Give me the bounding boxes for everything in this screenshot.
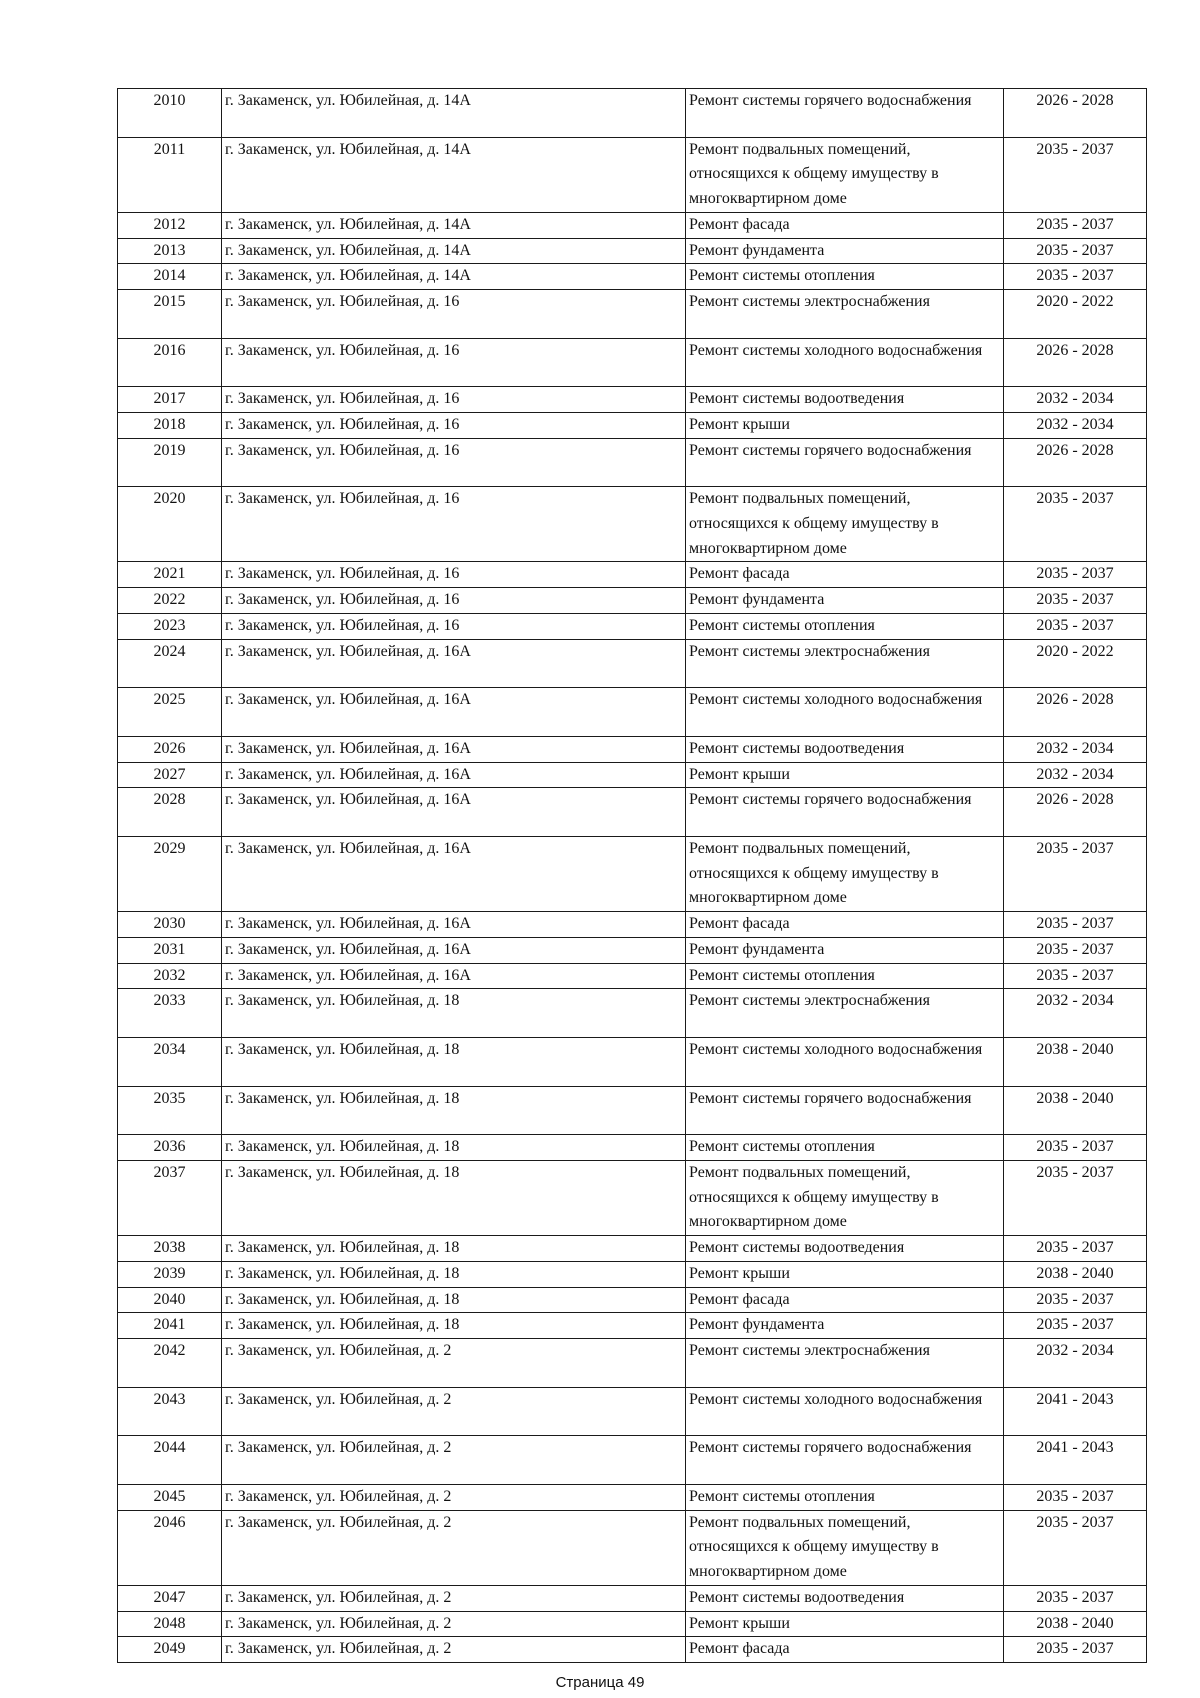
row-period: 2032 - 2034 (1004, 387, 1147, 413)
table-row (118, 338, 1147, 387)
row-period: 2032 - 2034 (1004, 736, 1147, 762)
row-work-type: Ремонт фасада (686, 212, 1004, 238)
table-row (118, 788, 1147, 837)
row-period: 2035 - 2037 (1004, 137, 1147, 212)
row-address: г. Закаменск, ул. Юбилейная, д. 16 (222, 438, 686, 487)
row-number: 2040 (118, 1287, 222, 1313)
row-work-type: Ремонт системы отопления (686, 1485, 1004, 1511)
row-work-type: Ремонт крыши (686, 1611, 1004, 1637)
table-row (118, 438, 1147, 487)
row-work-type: Ремонт фасада (686, 1637, 1004, 1663)
row-address: г. Закаменск, ул. Юбилейная, д. 14А (222, 89, 686, 138)
row-number: 2017 (118, 387, 222, 413)
row-work-type: Ремонт фундамента (686, 238, 1004, 264)
row-period: 2026 - 2028 (1004, 89, 1147, 138)
row-address: г. Закаменск, ул. Юбилейная, д. 2 (222, 1637, 686, 1663)
row-number: 2045 (118, 1485, 222, 1511)
row-address: г. Закаменск, ул. Юбилейная, д. 2 (222, 1510, 686, 1585)
table-row (118, 487, 1147, 562)
row-period: 2032 - 2034 (1004, 762, 1147, 788)
row-number: 2028 (118, 788, 222, 837)
table-row (118, 137, 1147, 212)
table-row (118, 762, 1147, 788)
row-work-type: Ремонт системы водоотведения (686, 1236, 1004, 1262)
row-address: г. Закаменск, ул. Юбилейная, д. 16 (222, 613, 686, 639)
row-address: г. Закаменск, ул. Юбилейная, д. 18 (222, 1086, 686, 1135)
row-period: 2035 - 2037 (1004, 1135, 1147, 1161)
row-number: 2037 (118, 1161, 222, 1236)
row-number: 2026 (118, 736, 222, 762)
row-address: г. Закаменск, ул. Юбилейная, д. 16А (222, 762, 686, 788)
table-row (118, 1485, 1147, 1511)
row-period: 2035 - 2037 (1004, 937, 1147, 963)
row-number: 2016 (118, 338, 222, 387)
row-work-type: Ремонт подвальных помещений, относящихся к общему имуществу в многоквартирном доме (686, 487, 1004, 562)
row-work-type: Ремонт системы отопления (686, 264, 1004, 290)
table-row (118, 1436, 1147, 1485)
repair-schedule-table (117, 88, 1147, 1663)
row-work-type: Ремонт подвальных помещений, относящихся к общему имуществу в многоквартирном доме (686, 1161, 1004, 1236)
row-number: 2015 (118, 289, 222, 338)
row-work-type: Ремонт системы отопления (686, 1135, 1004, 1161)
row-address: г. Закаменск, ул. Юбилейная, д. 2 (222, 1585, 686, 1611)
row-work-type: Ремонт фасада (686, 1287, 1004, 1313)
table-row (118, 912, 1147, 938)
row-work-type: Ремонт подвальных помещений, относящихся к общему имуществу в многоквартирном доме (686, 137, 1004, 212)
row-work-type: Ремонт системы отопления (686, 963, 1004, 989)
row-address: г. Закаменск, ул. Юбилейная, д. 14А (222, 212, 686, 238)
row-period: 2032 - 2034 (1004, 1338, 1147, 1387)
row-work-type: Ремонт системы электроснабжения (686, 989, 1004, 1038)
row-address: г. Закаменск, ул. Юбилейная, д. 18 (222, 1236, 686, 1262)
table-row (118, 639, 1147, 688)
row-work-type: Ремонт системы горячего водоснабжения (686, 788, 1004, 837)
row-work-type: Ремонт подвальных помещений, относящихся к общему имуществу в многоквартирном доме (686, 837, 1004, 912)
row-number: 2034 (118, 1037, 222, 1086)
row-period: 2038 - 2040 (1004, 1611, 1147, 1637)
row-number: 2029 (118, 837, 222, 912)
row-address: г. Закаменск, ул. Юбилейная, д. 16А (222, 736, 686, 762)
table-row (118, 238, 1147, 264)
row-address: г. Закаменск, ул. Юбилейная, д. 2 (222, 1485, 686, 1511)
row-work-type: Ремонт системы холодного водоснабжения (686, 338, 1004, 387)
table-body (118, 89, 1147, 1663)
row-number: 2025 (118, 688, 222, 737)
table-row (118, 289, 1147, 338)
row-address: г. Закаменск, ул. Юбилейная, д. 16А (222, 639, 686, 688)
table-row (118, 1313, 1147, 1339)
row-period: 2035 - 2037 (1004, 1637, 1147, 1663)
row-address: г. Закаменск, ул. Юбилейная, д. 14А (222, 137, 686, 212)
row-work-type: Ремонт системы холодного водоснабжения (686, 1037, 1004, 1086)
row-number: 2010 (118, 89, 222, 138)
table-row (118, 1338, 1147, 1387)
row-work-type: Ремонт подвальных помещений, относящихся к общему имуществу в многоквартирном доме (686, 1510, 1004, 1585)
row-work-type: Ремонт системы водоотведения (686, 736, 1004, 762)
row-number: 2031 (118, 937, 222, 963)
row-work-type: Ремонт фундамента (686, 1313, 1004, 1339)
row-period: 2035 - 2037 (1004, 588, 1147, 614)
table-row (118, 1037, 1147, 1086)
row-address: г. Закаменск, ул. Юбилейная, д. 18 (222, 1135, 686, 1161)
row-number: 2047 (118, 1585, 222, 1611)
row-work-type: Ремонт системы электроснабжения (686, 289, 1004, 338)
row-address: г. Закаменск, ул. Юбилейная, д. 16А (222, 937, 686, 963)
row-work-type: Ремонт системы холодного водоснабжения (686, 1387, 1004, 1436)
row-period: 2035 - 2037 (1004, 1287, 1147, 1313)
row-work-type: Ремонт крыши (686, 412, 1004, 438)
row-number: 2014 (118, 264, 222, 290)
row-number: 2039 (118, 1261, 222, 1287)
row-period: 2020 - 2022 (1004, 639, 1147, 688)
row-work-type: Ремонт крыши (686, 1261, 1004, 1287)
row-period: 2035 - 2037 (1004, 1585, 1147, 1611)
row-number: 2036 (118, 1135, 222, 1161)
row-period: 2035 - 2037 (1004, 1161, 1147, 1236)
row-address: г. Закаменск, ул. Юбилейная, д. 18 (222, 1037, 686, 1086)
row-address: г. Закаменск, ул. Юбилейная, д. 18 (222, 1287, 686, 1313)
table-row (118, 1161, 1147, 1236)
row-period: 2035 - 2037 (1004, 212, 1147, 238)
row-address: г. Закаменск, ул. Юбилейная, д. 18 (222, 1161, 686, 1236)
row-number: 2012 (118, 212, 222, 238)
table-row (118, 1611, 1147, 1637)
row-number: 2021 (118, 562, 222, 588)
row-period: 2032 - 2034 (1004, 989, 1147, 1038)
row-work-type: Ремонт системы горячего водоснабжения (686, 89, 1004, 138)
row-period: 2026 - 2028 (1004, 788, 1147, 837)
row-address: г. Закаменск, ул. Юбилейная, д. 16 (222, 487, 686, 562)
row-number: 2044 (118, 1436, 222, 1485)
table-row (118, 937, 1147, 963)
table-row (118, 1637, 1147, 1663)
row-period: 2038 - 2040 (1004, 1261, 1147, 1287)
row-number: 2020 (118, 487, 222, 562)
row-work-type: Ремонт системы горячего водоснабжения (686, 1436, 1004, 1485)
row-work-type: Ремонт системы горячего водоснабжения (686, 1086, 1004, 1135)
row-work-type: Ремонт системы горячего водоснабжения (686, 438, 1004, 487)
row-period: 2020 - 2022 (1004, 289, 1147, 338)
row-period: 2035 - 2037 (1004, 963, 1147, 989)
row-address: г. Закаменск, ул. Юбилейная, д. 16А (222, 912, 686, 938)
table-row (118, 1585, 1147, 1611)
row-work-type: Ремонт фундамента (686, 937, 1004, 963)
row-number: 2032 (118, 963, 222, 989)
row-period: 2026 - 2028 (1004, 438, 1147, 487)
table-row (118, 1510, 1147, 1585)
row-address: г. Закаменск, ул. Юбилейная, д. 2 (222, 1436, 686, 1485)
row-number: 2038 (118, 1236, 222, 1262)
row-period: 2035 - 2037 (1004, 613, 1147, 639)
row-period: 2032 - 2034 (1004, 412, 1147, 438)
row-work-type: Ремонт системы электроснабжения (686, 1338, 1004, 1387)
row-number: 2046 (118, 1510, 222, 1585)
row-address: г. Закаменск, ул. Юбилейная, д. 18 (222, 1261, 686, 1287)
table-row (118, 963, 1147, 989)
row-address: г. Закаменск, ул. Юбилейная, д. 2 (222, 1611, 686, 1637)
row-address: г. Закаменск, ул. Юбилейная, д. 14А (222, 238, 686, 264)
row-period: 2041 - 2043 (1004, 1436, 1147, 1485)
row-period: 2026 - 2028 (1004, 338, 1147, 387)
row-address: г. Закаменск, ул. Юбилейная, д. 2 (222, 1338, 686, 1387)
row-period: 2035 - 2037 (1004, 1510, 1147, 1585)
row-number: 2043 (118, 1387, 222, 1436)
row-period: 2035 - 2037 (1004, 1236, 1147, 1262)
row-period: 2026 - 2028 (1004, 688, 1147, 737)
row-number: 2019 (118, 438, 222, 487)
row-period: 2035 - 2037 (1004, 487, 1147, 562)
table-row (118, 989, 1147, 1038)
table-row (118, 1287, 1147, 1313)
row-period: 2038 - 2040 (1004, 1037, 1147, 1086)
row-period: 2035 - 2037 (1004, 1313, 1147, 1339)
row-number: 2023 (118, 613, 222, 639)
row-number: 2049 (118, 1637, 222, 1663)
row-address: г. Закаменск, ул. Юбилейная, д. 16А (222, 788, 686, 837)
table-row (118, 1135, 1147, 1161)
table-row (118, 212, 1147, 238)
row-work-type: Ремонт крыши (686, 762, 1004, 788)
table-row (118, 89, 1147, 138)
table-row (118, 412, 1147, 438)
table-row (118, 688, 1147, 737)
row-address: г. Закаменск, ул. Юбилейная, д. 16А (222, 688, 686, 737)
row-address: г. Закаменск, ул. Юбилейная, д. 16А (222, 837, 686, 912)
table-row (118, 562, 1147, 588)
row-address: г. Закаменск, ул. Юбилейная, д. 16 (222, 289, 686, 338)
row-number: 2024 (118, 639, 222, 688)
row-work-type: Ремонт системы электроснабжения (686, 639, 1004, 688)
row-address: г. Закаменск, ул. Юбилейная, д. 18 (222, 989, 686, 1038)
row-number: 2018 (118, 412, 222, 438)
row-work-type: Ремонт системы водоотведения (686, 1585, 1004, 1611)
row-period: 2035 - 2037 (1004, 264, 1147, 290)
row-work-type: Ремонт фундамента (686, 588, 1004, 614)
row-number: 2030 (118, 912, 222, 938)
row-work-type: Ремонт системы холодного водоснабжения (686, 688, 1004, 737)
row-address: г. Закаменск, ул. Юбилейная, д. 14А (222, 264, 686, 290)
table-row (118, 387, 1147, 413)
row-number: 2042 (118, 1338, 222, 1387)
row-period: 2038 - 2040 (1004, 1086, 1147, 1135)
row-work-type: Ремонт фасада (686, 912, 1004, 938)
row-period: 2041 - 2043 (1004, 1387, 1147, 1436)
table-row (118, 837, 1147, 912)
row-address: г. Закаменск, ул. Юбилейная, д. 16 (222, 412, 686, 438)
page-number: Страница 49 (555, 1674, 645, 1691)
row-period: 2035 - 2037 (1004, 912, 1147, 938)
row-work-type: Ремонт фасада (686, 562, 1004, 588)
table-row (118, 264, 1147, 290)
row-number: 2048 (118, 1611, 222, 1637)
table-row (118, 1387, 1147, 1436)
table-row (118, 613, 1147, 639)
row-period: 2035 - 2037 (1004, 837, 1147, 912)
row-number: 2013 (118, 238, 222, 264)
row-number: 2027 (118, 762, 222, 788)
row-period: 2035 - 2037 (1004, 238, 1147, 264)
row-address: г. Закаменск, ул. Юбилейная, д. 16 (222, 338, 686, 387)
row-work-type: Ремонт системы водоотведения (686, 387, 1004, 413)
row-period: 2035 - 2037 (1004, 1485, 1147, 1511)
table-row (118, 1236, 1147, 1262)
row-address: г. Закаменск, ул. Юбилейная, д. 16 (222, 387, 686, 413)
table-row (118, 736, 1147, 762)
row-number: 2041 (118, 1313, 222, 1339)
row-period: 2035 - 2037 (1004, 562, 1147, 588)
row-number: 2011 (118, 137, 222, 212)
table-row (118, 1261, 1147, 1287)
row-number: 2035 (118, 1086, 222, 1135)
row-address: г. Закаменск, ул. Юбилейная, д. 18 (222, 1313, 686, 1339)
table-row (118, 1086, 1147, 1135)
row-work-type: Ремонт системы отопления (686, 613, 1004, 639)
table-row (118, 588, 1147, 614)
row-address: г. Закаменск, ул. Юбилейная, д. 16 (222, 588, 686, 614)
row-address: г. Закаменск, ул. Юбилейная, д. 16 (222, 562, 686, 588)
row-number: 2033 (118, 989, 222, 1038)
row-address: г. Закаменск, ул. Юбилейная, д. 2 (222, 1387, 686, 1436)
row-address: г. Закаменск, ул. Юбилейная, д. 16А (222, 963, 686, 989)
row-number: 2022 (118, 588, 222, 614)
